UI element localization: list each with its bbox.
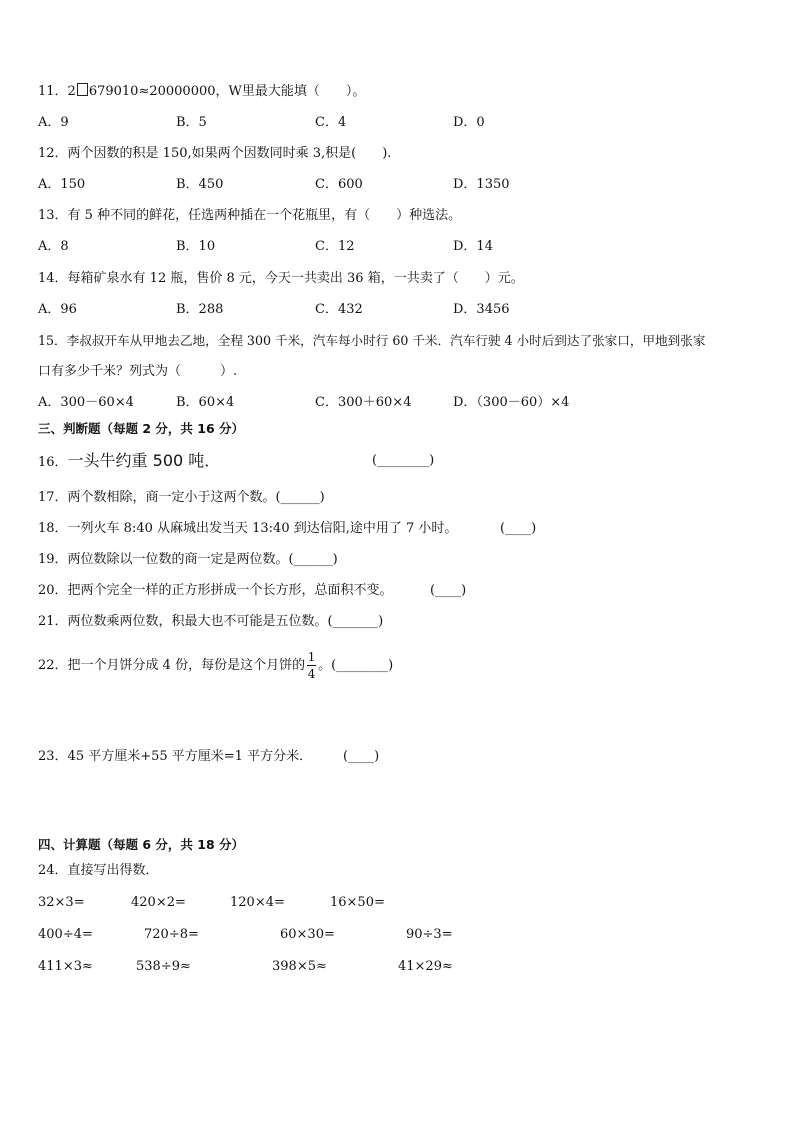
answer-blank: (____) — [343, 749, 380, 764]
question-21: 21．两位数乘两位数，积最大也不可能是五位数。(_______) — [38, 614, 384, 629]
question-17: 17．两个数相除，商一定小于这两个数。(______) — [38, 490, 325, 505]
question-16 — [38, 452, 220, 472]
question-23: 23．45 平方厘米+55 平方厘米=1 平方分米． — [38, 749, 313, 764]
calc-item: 420×2= — [131, 895, 186, 910]
calc-item: 538÷9≈ — [136, 959, 191, 974]
calc-item: 90÷3= — [406, 927, 453, 942]
option-a: A．8 — [38, 239, 69, 254]
section-3-heading: 三、判断题（每题 2 分，共 16 分） — [38, 421, 245, 436]
option-b: B．10 — [176, 239, 216, 254]
option-d: D．14 — [453, 239, 493, 254]
option-d: D．（300－60）×4 — [453, 395, 570, 410]
question-11-prefix: 2 — [67, 84, 76, 99]
question-15-line-2: 口有多少千米？列式为（ ）. — [38, 364, 238, 379]
question-16-number: 16． — [38, 455, 68, 470]
blank-box-icon — [77, 83, 88, 96]
calc-item: 60×30= — [280, 927, 335, 942]
option-a: A．150 — [38, 177, 86, 192]
option-b: B．288 — [176, 302, 224, 317]
calc-item: 16×50= — [330, 895, 385, 910]
option-b: B．60×4 — [176, 395, 235, 410]
calc-item: 398×5≈ — [272, 959, 327, 974]
fraction — [307, 650, 316, 681]
option-c: C．432 — [315, 302, 363, 317]
option-a: A．96 — [38, 302, 77, 317]
question-11-number: 11． — [38, 84, 68, 99]
option-d: D．1350 — [453, 177, 510, 192]
question-14: 14．每箱矿泉水有 12 瓶，售价 8 元，今天一共卖出 36 箱，一共卖了（ ）元。 — [38, 271, 524, 286]
question-22-text: 22．把一个月饼分成 4 份，每份是这个月饼的 — [38, 658, 306, 673]
option-a: A．300－60×4 — [38, 395, 134, 410]
question-11 — [38, 83, 365, 101]
question-13: 13．有 5 种不同的鲜花，任选两种插在一个花瓶里，有（ ）种选法。 — [38, 208, 462, 223]
question-15-line-1: 15．李叔叔开车从甲地去乙地，全程 300 千米，汽车每小时行 60 千米．汽车行驶 4 小时后到达了张家口，甲地到张家 — [38, 333, 706, 348]
answer-blank: (____) — [500, 521, 537, 536]
question-24: 24．直接写出得数． — [38, 863, 159, 878]
option-b: B．5 — [176, 115, 207, 130]
question-19: 19．两位数除以一位数的商一定是两位数。(______) — [38, 552, 338, 567]
option-d: D．3456 — [453, 302, 510, 317]
question-16-text: 一头牛约重 500 吨． — [67, 451, 221, 470]
question-18: 18．一列火车 8:40 从麻城出发当天 13:40 到达信阳,途中用了 7 小时。 — [38, 521, 458, 536]
section-4-heading: 四、计算题（每题 6 分，共 18 分） — [38, 837, 245, 852]
answer-blank: (____) — [430, 583, 467, 598]
option-b: B．450 — [176, 177, 224, 192]
calc-item: 411×3≈ — [38, 959, 93, 974]
answer-blank: (________) — [372, 453, 435, 468]
option-c: C．12 — [315, 239, 355, 254]
option-c: C．4 — [315, 115, 347, 130]
option-c: C．600 — [315, 177, 363, 192]
question-22 — [38, 650, 393, 681]
fraction-denominator: 4 — [307, 667, 316, 681]
question-22-tail: 。(________) — [318, 658, 394, 673]
question-20: 20．把两个完全一样的正方形拼成一个长方形，总面积不变。 — [38, 583, 393, 598]
option-d: D．0 — [453, 115, 485, 130]
fraction-numerator: 1 — [307, 650, 316, 664]
question-12: 12．两个因数的积是 150,如果两个因数同时乘 3,积是( ). — [38, 146, 392, 161]
calc-item: 400÷4= — [38, 927, 93, 942]
calc-item: 41×29≈ — [398, 959, 453, 974]
question-11-text: 679010≈20000000，W里最大能填（ ）。 — [88, 84, 366, 99]
option-c: C．300＋60×4 — [315, 395, 412, 410]
fraction-bar — [307, 665, 316, 666]
calc-item: 720÷8= — [144, 927, 199, 942]
option-a: A．9 — [38, 115, 69, 130]
calc-item: 120×4= — [230, 895, 285, 910]
calc-item: 32×3= — [38, 895, 85, 910]
